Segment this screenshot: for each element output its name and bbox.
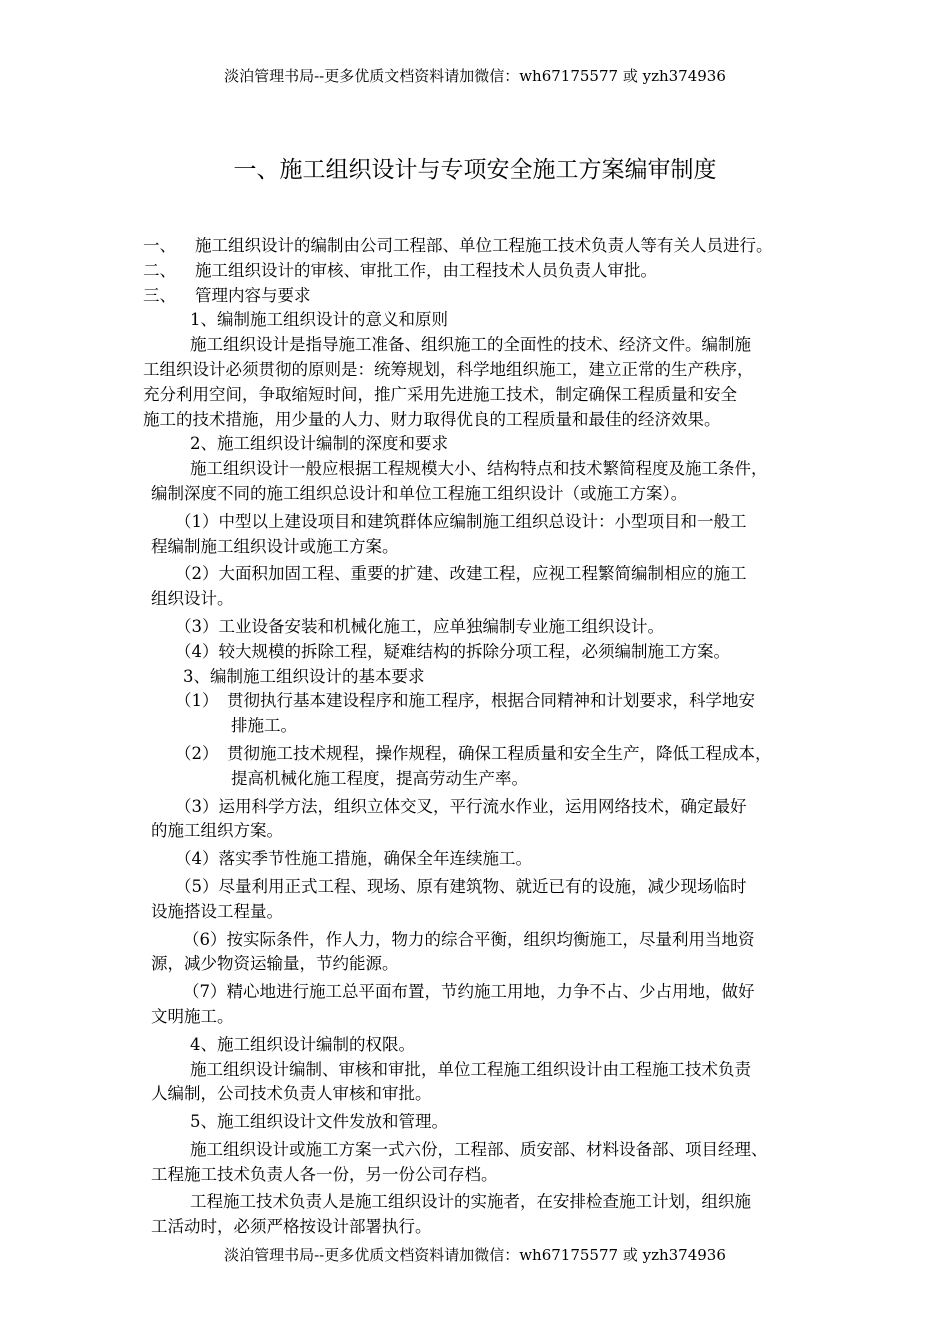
paragraph-line: 组织设计。	[151, 589, 234, 609]
section-text: 施工组织设计的审核、审批工作，由工程技术人员负责人审批。	[195, 260, 657, 280]
list-text: 贯彻执行基本建设程序和施工程序，根据合同精神和计划要求，科学地安	[227, 691, 755, 711]
section-number: 三、	[143, 285, 176, 305]
page-footer: 淡泊管理书局--更多优质文档资料请加微信：wh67175577 或 yzh374936	[224, 1246, 726, 1264]
section-text: 管理内容与要求	[195, 285, 311, 305]
section-text: 施工组织设计的编制由公司工程部、单位工程施工技术负责人等有关人员进行。	[195, 236, 773, 255]
list-text-continued: 提高机械化施工程度，提高劳动生产率。	[231, 768, 528, 788]
paragraph-line: （6）按实际条件，作人力，物力的综合平衡，组织均衡施工，尽量利用当地资	[183, 929, 755, 949]
paragraph-line: 工活动时，必须严格按设计部署执行。	[151, 1217, 432, 1237]
paragraph-line: （3）工业设备安装和机械化施工，应单独编制专业施工组织设计。	[175, 616, 664, 636]
paragraph-line: 施工组织设计一般应根据工程规模大小、结构特点和技术繁简程度及施工条件，	[190, 459, 768, 479]
list-text-continued: 排施工。	[231, 716, 297, 736]
section-number: 二、	[143, 260, 176, 280]
paragraph-line: 施工组织设计是指导施工准备、组织施工的全面性的技术、经济文件。编制施	[190, 335, 751, 355]
paragraph-line: 施工组织设计或施工方案一式六份，工程部、质安部、材料设备部、项目经理、	[190, 1139, 768, 1159]
paragraph-line: 程编制施工组织设计或施工方案。	[151, 536, 399, 556]
paragraph-line: 施工组织设计编制、审核和审批，单位工程施工组织设计由工程施工技术负责	[190, 1059, 751, 1079]
subheading: 5、施工组织设计文件发放和管理。	[190, 1112, 448, 1132]
paragraph-line: 源，减少物资运输量，节约能源。	[151, 954, 399, 974]
list-number: （1）	[175, 691, 219, 711]
paragraph-line: （4）较大规模的拆除工程，疑难结构的拆除分项工程，必须编制施工方案。	[175, 641, 730, 661]
list-text: 贯彻施工技术规程，操作规程，确保工程质量和安全生产，降低工程成本，	[227, 743, 772, 763]
paragraph-line: 的施工组织方案。	[151, 821, 283, 841]
paragraph-line: 充分利用空间，争取缩短时间，推广采用先进施工技术，制定确保工程质量和安全	[143, 384, 737, 404]
section-item	[143, 259, 859, 284]
list-item	[143, 689, 859, 714]
paragraph-line: 工组织设计必须贯彻的原则是：统筹规划，科学地组织施工，建立正常的生产秩序，	[143, 359, 754, 379]
paragraph-line: 设施搭设工程量。	[151, 901, 283, 921]
paragraph-line: （7）精心地进行施工总平面布置，节约施工用地，力争不占、少占用地，做好	[183, 982, 755, 1002]
document-title: 一、施工组织设计与专项安全施工方案编审制度	[233, 157, 717, 183]
paragraph-line: （3）运用科学方法，组织立体交叉，平行流水作业，运用网络技术，确定最好	[175, 796, 747, 816]
document-body	[143, 234, 859, 1240]
paragraph-line: （5）尽量利用正式工程、现场、原有建筑物、就近已有的设施，减少现场临时	[175, 876, 747, 896]
section-number: 一、	[143, 236, 176, 255]
paragraph-line: 工程施工技术负责人各一份，另一份公司存档。	[151, 1164, 498, 1184]
list-number: （2）	[175, 743, 219, 763]
subheading: 4、施工组织设计编制的权限。	[190, 1034, 415, 1054]
paragraph-line: （2）大面积加固工程、重要的扩建、改建工程，应视工程繁简编制相应的施工	[175, 564, 747, 584]
paragraph-line: （4）落实季节性施工措施，确保全年连续施工。	[175, 849, 532, 869]
section-item	[143, 284, 859, 309]
section-item	[143, 234, 859, 259]
subheading: 1、编制施工组织设计的意义和原则	[190, 310, 448, 330]
paragraph-line: 人编制，公司技术负责人审核和审批。	[151, 1084, 432, 1104]
paragraph-line: （1）中型以上建设项目和建筑群体应编制施工组织总设计：小型项目和一般工	[175, 511, 747, 531]
paragraph-line: 编制深度不同的施工组织总设计和单位工程施工组织设计（或施工方案）。	[151, 483, 688, 503]
paragraph-line: 工程施工技术负责人是施工组织设计的实施者，在安排检查施工计划，组织施	[190, 1192, 751, 1212]
paragraph-line: 文明施工。	[151, 1006, 234, 1026]
list-item	[143, 742, 859, 767]
subheading: 3、编制施工组织设计的基本要求	[183, 666, 425, 686]
paragraph-line: 施工的技术措施，用少量的人力、财力取得优良的工程质量和最佳的经济效果。	[143, 409, 721, 429]
page-header: 淡泊管理书局--更多优质文档资料请加微信：wh67175577 或 yzh374936	[224, 67, 726, 85]
subheading: 2、施工组织设计编制的深度和要求	[190, 434, 448, 454]
